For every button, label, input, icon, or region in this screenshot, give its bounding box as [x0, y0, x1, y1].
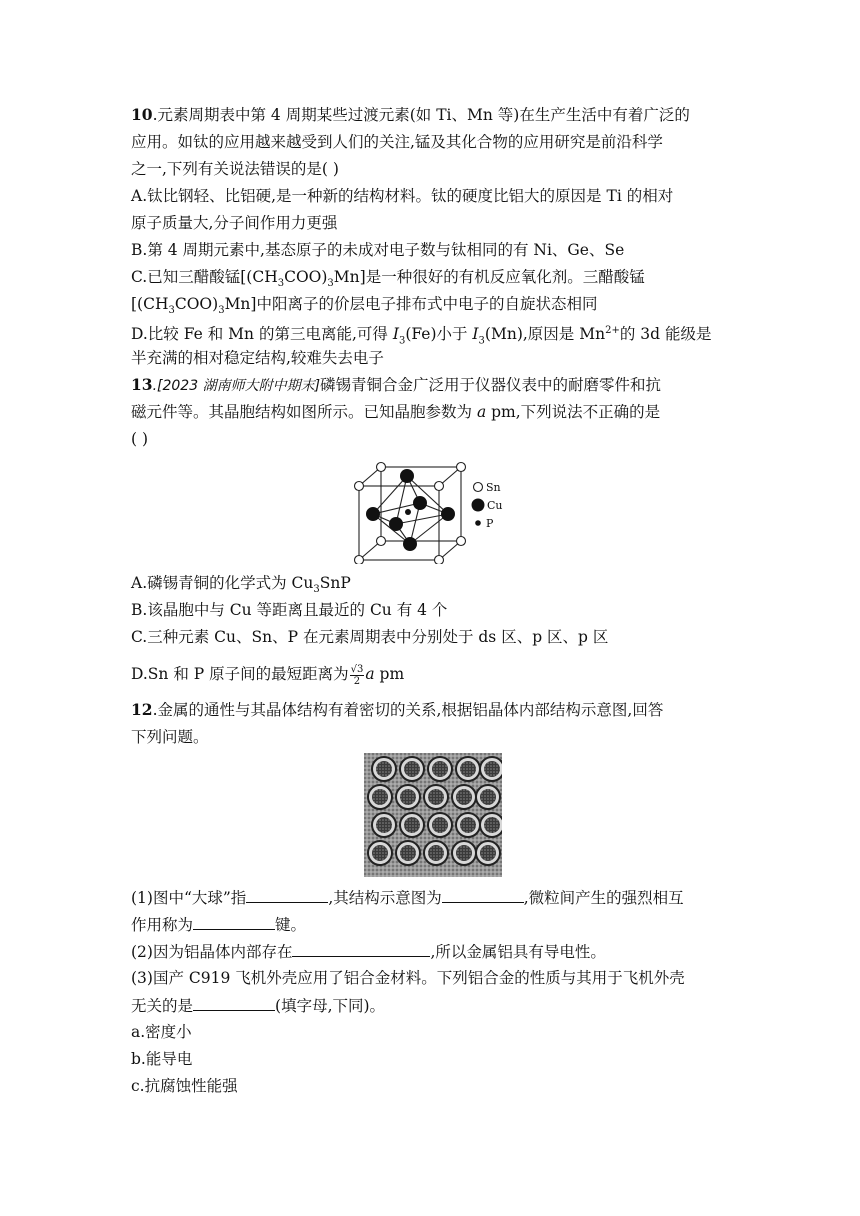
q12-part3-line-2: 无关的是 (填字母,下同)。	[131, 994, 385, 1016]
q12-choice-a: a.密度小	[131, 1023, 192, 1041]
q13-stem-line-2: 磁元件等。其晶胞结构如图所示。已知晶胞参数为 a pm,下列说法不正确的是	[131, 403, 661, 421]
metal-ion-core	[404, 761, 420, 777]
q10-option-d-line-1: D.比较 Fe 和 Mn 的第三电离能,可得 $I_3(Fe)$小于 $I_3(Mn)$,原因是 $Mn^{2+}$的 3d 能级是	[131, 325, 712, 347]
q10-option-b: B.第 4 周期元素中,基态原子的未成对电子数与钛相同的有 Ni、Ge、Se	[131, 241, 625, 259]
metal-ion-core	[400, 845, 416, 861]
metal-ion-core	[480, 789, 496, 805]
metal-ion-core	[432, 817, 448, 833]
metal-ion-core	[432, 761, 448, 777]
q13-option-c: C.三种元素 Cu、Sn、P 在元素周期表中分别处于 ds 区、p 区、p 区	[131, 628, 609, 646]
metal-ion-core	[376, 817, 392, 833]
answer-blank-2[interactable]	[442, 886, 524, 903]
q12-part1-line-2: 作用称为 键。	[131, 913, 306, 935]
legend-p-marker	[475, 520, 481, 526]
metal-ion-core	[428, 845, 444, 861]
q13-source: .[2023 湖南师大附中期末]	[152, 378, 321, 394]
sqrt3-over-2-fraction: $\frac{√3}{2}$	[350, 663, 364, 687]
legend-p-label: P	[486, 517, 494, 530]
metal-ion-core	[456, 789, 472, 805]
metal-ion-core	[404, 817, 420, 833]
q10-option-d-line-2: 半充满的相对稳定结构,较难失去电子	[131, 349, 384, 367]
q10-option-c-line-2: $[(CH_3COO)_3Mn]$中阳离子的价层电子排布式中电子的自旋状态相同	[131, 295, 598, 317]
answer-blank-5[interactable]	[193, 994, 275, 1011]
metal-ion-core	[484, 817, 500, 833]
q13-option-a: A.磷锡青铜的化学式为 $Cu_3SnP$	[131, 574, 351, 596]
q12-stem-line-1: 12.金属的通性与其晶体结构有着密切的关系,根据铝晶体内部结构示意图,回答	[131, 700, 664, 719]
q12-part1-line-1: (1)图中“大球”指 ,其结构示意图为 ,微粒间产生的强烈相互	[131, 886, 684, 908]
q13-option-d: D.Sn 和 P 原子间的最短距离为 $\frac{√3}{2}$ a pm	[131, 663, 405, 687]
q13-number: 13	[131, 375, 153, 394]
q12-choice-b: b.能导电	[131, 1050, 193, 1068]
legend-sn-marker	[474, 483, 483, 492]
q12-number: 12	[131, 700, 153, 719]
q10-stem-line-2: 应用。如钛的应用越来越受到人们的关注,锰及其化合物的应用研究是前沿科学	[131, 133, 663, 151]
q12-stem-line-2: 下列问题。	[131, 728, 209, 746]
metal-ion-core	[428, 789, 444, 805]
answer-blank-3[interactable]	[193, 913, 275, 930]
metal-ion-core	[372, 845, 388, 861]
q12-part2: (2)因为铝晶体内部存在 ,所以金属铝具有导电性。	[131, 940, 606, 962]
metal-ion-core	[456, 845, 472, 861]
metal-ion-core	[400, 789, 416, 805]
legend-sn-label: Sn	[486, 481, 501, 494]
metal-ion-core	[480, 845, 496, 861]
metal-ion-core	[460, 817, 476, 833]
q12-choice-c: c.抗腐蚀性能强	[131, 1077, 238, 1095]
q10-option-c-line-1: C.已知三醋酸锰$[(CH_3COO)_3Mn]$是一种很好的有机反应氧化剂。三醋酸锰	[131, 268, 645, 290]
figure-legend	[472, 481, 503, 530]
metal-ion-core	[460, 761, 476, 777]
p-atom	[405, 509, 411, 515]
aluminum-crystal-image	[364, 753, 502, 877]
q13-stem-line-3: ( )	[131, 430, 149, 448]
q10-option-a-line-1: A.钛比钢轻、比铝硬,是一种新的结构材料。钛的硬度比铝大的原因是 Ti 的相对	[131, 187, 674, 205]
q12-part3-line-1: (3)国产 C919 飞机外壳应用了铝合金材料。下列铝合金的性质与其用于飞机外壳	[131, 969, 685, 987]
legend-cu-marker	[472, 499, 485, 512]
q13-option-b: B.该晶胞中与 Cu 等距离且最近的 Cu 有 4 个	[131, 601, 448, 619]
metal-ion-core	[372, 789, 388, 805]
metal-ion-core	[376, 761, 392, 777]
legend-cu-label: Cu	[487, 499, 503, 512]
q10-stem-line-3: 之一,下列有关说法错误的是( )	[131, 160, 339, 178]
metal-ion-core	[484, 761, 500, 777]
answer-blank-4[interactable]	[292, 940, 430, 957]
unit-cell-figure	[350, 460, 520, 564]
q10-stem-line-1: 10.元素周期表中第 4 周期某些过渡元素(如 Ti、Mn 等)在生产生活中有着广泛的	[131, 105, 690, 124]
q10-number: 10	[131, 105, 153, 124]
answer-blank-1[interactable]	[246, 886, 328, 903]
q13-stem-line-1: 13.[2023 湖南师大附中期末]磷锡青铜合金广泛用于仪器仪表中的耐磨零件和抗	[131, 375, 662, 394]
q10-option-a-line-2: 原子质量大,分子间作用力更强	[131, 214, 338, 232]
